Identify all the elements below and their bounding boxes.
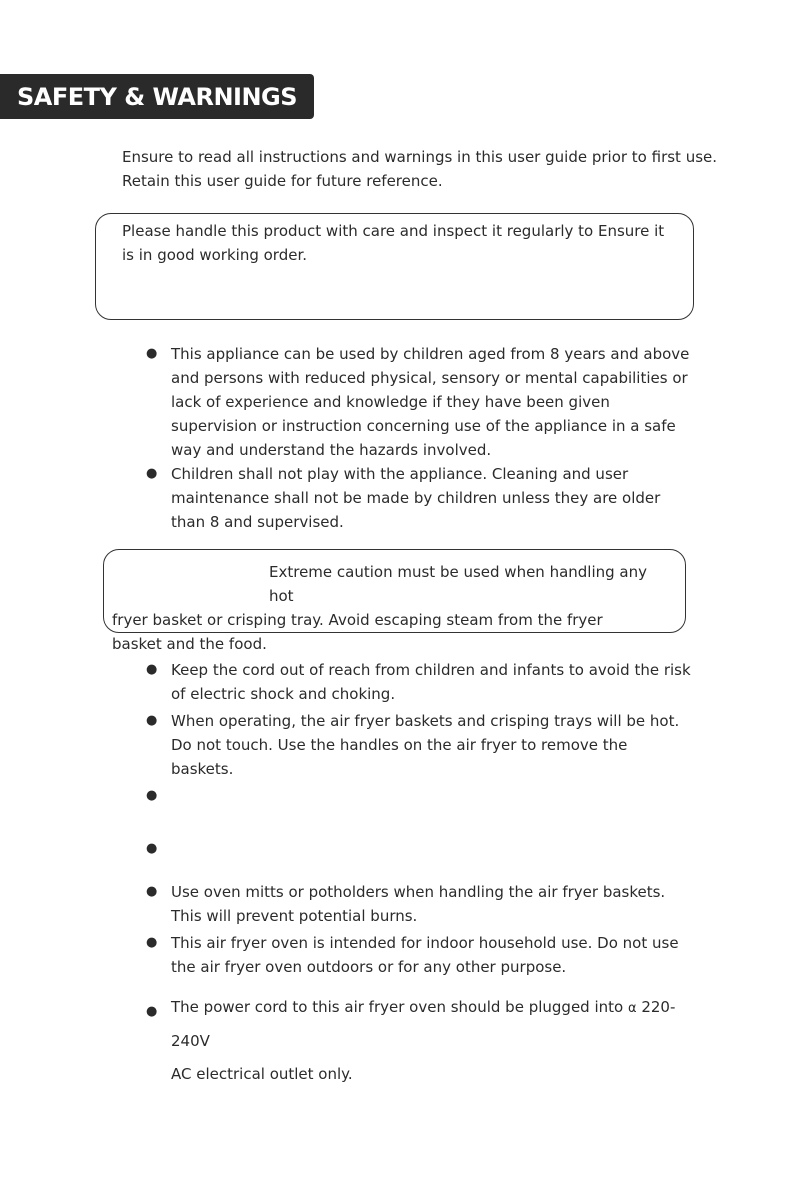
bullet-icon: ● bbox=[146, 713, 158, 728]
list-item: ● When operating, the air fryer baskets and crisping trays will be hot. Do not touch. Use the handles on the air fryer to remove the baskets. bbox=[0, 709, 691, 781]
warning-list-operation bbox=[0, 658, 691, 1094]
list-item-power: ● The power cord to this air fryer oven should be plugged into α 220-240V AC electrical outlet only. bbox=[0, 991, 691, 1091]
list-item: ● Keep the cord out of reach from children and infants to avoid the risk of electric shock and choking. bbox=[0, 658, 691, 706]
list-item: ● Use oven mitts or potholders when handling the air fryer baskets. This will prevent potential burns. bbox=[0, 880, 691, 928]
notice-box-care bbox=[95, 213, 694, 320]
list-item: ● Children shall not play with the appliance. Cleaning and user maintenance shall not be made by children unless they are older than 8 and supervised. bbox=[0, 462, 691, 534]
notice-hot-line-3: basket and the food. bbox=[112, 635, 267, 653]
bullet-icon: ● bbox=[146, 884, 158, 899]
intro-text bbox=[122, 145, 742, 193]
bullet-icon: ● bbox=[146, 935, 158, 950]
bullet-icon: ● bbox=[146, 1004, 158, 1019]
notice-hot-line-1: Extreme caution must be used when handling any hot bbox=[269, 563, 648, 605]
notice-hot-line-2: fryer basket or crisping tray. Avoid escaping steam from the fryer bbox=[112, 611, 603, 629]
intro-line-2: Retain this user guide for future reference. bbox=[122, 172, 443, 190]
bullet-icon: ● bbox=[146, 466, 158, 481]
alpha-glyph: α bbox=[627, 1001, 637, 1016]
intro-line-1: Ensure to read all instructions and warnings in this user guide prior to first use. bbox=[122, 148, 718, 166]
list-item: ● This air fryer oven is intended for indoor household use. Do not use the air fryer oven outdoors or for any other purpose. bbox=[0, 931, 691, 979]
notice-care-text: Please handle this product with care and inspect it regularly to Ensure it is in good working order. bbox=[122, 222, 665, 264]
bullet-icon: ● bbox=[146, 788, 158, 803]
list-item: ● This appliance can be used by children aged from 8 years and above and persons with reduced physical, sensory or mental capabilities or lack of experience and knowledge if they have been given supervision or instruction concerning use of the appliance in a safe way and understand the hazards involved. bbox=[0, 342, 691, 462]
notice-box-hot bbox=[103, 549, 686, 653]
list-item-empty bbox=[0, 837, 691, 877]
bullet-icon: ● bbox=[146, 841, 158, 856]
list-item-empty bbox=[0, 784, 691, 834]
section-title: SAFETY & WARNINGS bbox=[0, 74, 314, 119]
warning-list-children bbox=[0, 342, 691, 534]
bullet-icon: ● bbox=[146, 662, 158, 677]
bullet-icon: ● bbox=[146, 346, 158, 361]
